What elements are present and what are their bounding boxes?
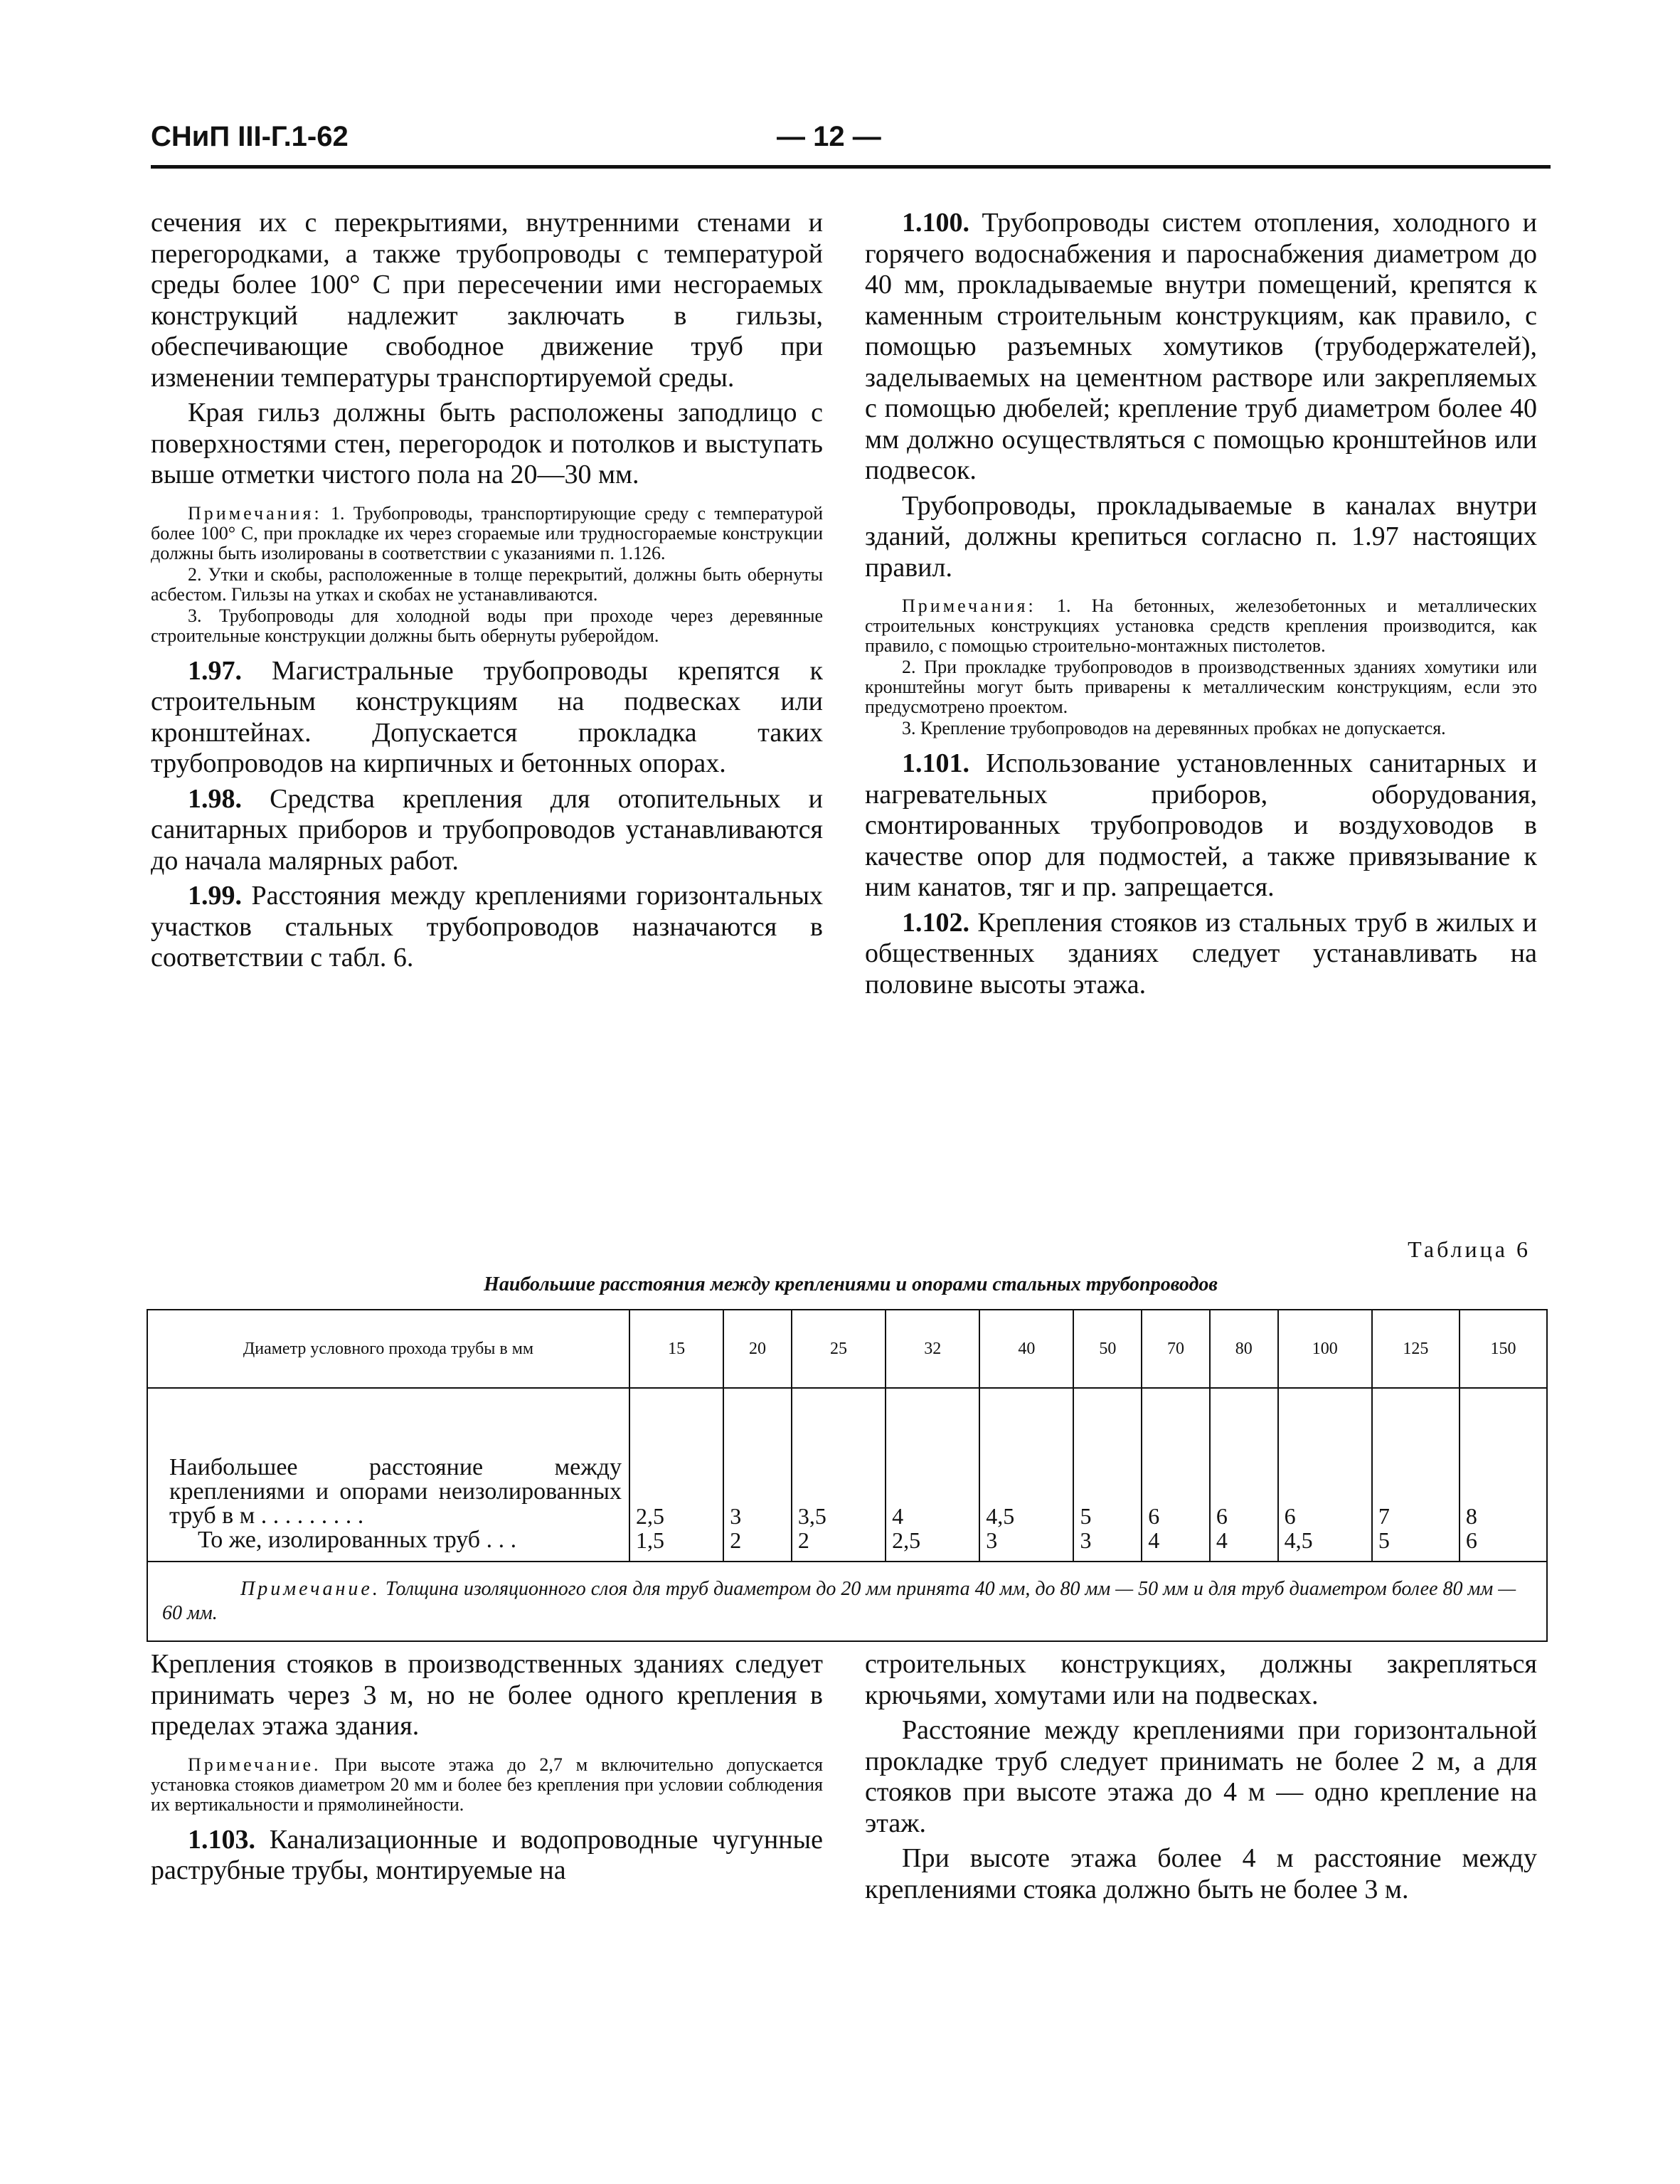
header-label-cell: Диаметр условного прохода трубы в мм	[147, 1310, 629, 1388]
diameter-header-cell: 15	[629, 1310, 723, 1388]
paragraph	[151, 784, 823, 877]
paragraph-text: Расстояние между креплениями при горизонтальной прокладке труб следует принимать не более 2 м, а для стояков при высоте этажа до 4 м — одно крепление на этаж.	[865, 1715, 1537, 1838]
paragraph	[151, 1825, 823, 1887]
table-note-row	[147, 1562, 1547, 1641]
row-label-uninsulated: Наибольшее расстояние между креплениями и опорами неизолированных труб в м . . . . . . . . .	[169, 1454, 622, 1529]
paragraph-text: 1. Трубопроводы, транспортирующие среду с температурой более 100° С, при прокладке их через сгораемые или трудносгораемые конструкции должны быть изолированы в соответствии с указаниями п. 1.126.	[151, 502, 823, 563]
uninsulated-value: 2,5	[636, 1503, 664, 1529]
insulated-value: 2,5	[892, 1527, 921, 1553]
diameter-header-cell: 40	[979, 1310, 1073, 1388]
clause-number: 1.98.	[188, 783, 242, 814]
paragraph-text: Канализационные и водопроводные чугунные раструбные трубы, монтируемые на	[151, 1824, 823, 1885]
paragraph-text: 3. Трубопроводы для холодной воды при проходе через деревянные строительные конструкции должны быть обернуты руберойдом.	[151, 605, 823, 646]
diameter-header-cell: 100	[1278, 1310, 1372, 1388]
page-number: — 12 —	[777, 121, 881, 152]
uninsulated-value: 3,5	[797, 1503, 826, 1529]
left-column-bottom	[151, 1649, 823, 1887]
value-cell	[1210, 1388, 1278, 1562]
table-data-row	[147, 1388, 1547, 1562]
paragraph	[151, 208, 823, 393]
row-label-cell	[147, 1388, 629, 1562]
paragraph	[865, 491, 1537, 584]
paragraph	[151, 656, 823, 780]
paragraph-text: При высоте этажа до 2,7 м включительно допускается установка стояков диаметром 20 мм и более без крепления при условии соблюдения их вертикальности и прямолинейности.	[151, 1754, 823, 1815]
note-paragraph	[865, 719, 1537, 738]
note-lead: Примечания:	[902, 595, 1036, 616]
paragraph-text: Использование установленных санитарных и нагревательных приборов, оборудования, смонтированных трубопроводов и воздуховодов в качестве опор для подмостей, а также привязывание к ним канатов, тяг и пр. запрещается.	[865, 748, 1537, 902]
right-column-top	[865, 208, 1537, 1000]
uninsulated-value: 8	[1465, 1503, 1477, 1529]
insulated-value: 5	[1378, 1527, 1390, 1553]
clause-number: 1.101.	[902, 748, 969, 778]
insulated-value: 1,5	[636, 1527, 664, 1553]
uninsulated-value: 6	[1148, 1503, 1160, 1529]
table-header-row	[147, 1310, 1547, 1388]
table-title: Наибольшие расстояния между креплениями и опорами стальных трубопроводов	[484, 1273, 1218, 1295]
insulated-value: 4	[1216, 1527, 1228, 1553]
note-paragraph	[151, 1755, 823, 1815]
insulated-value: 2	[797, 1527, 809, 1553]
uninsulated-value: 7	[1378, 1503, 1390, 1529]
paragraph-text: Трубопроводы систем отопления, холодного и горячего водоснабжения и пароснабжения диаметром до 40 мм, прокладываемые внутри помещений, крепятся к каменным строительным конструкциям, как правило, с помощью разъемных хомутиков (трубодержателей), заделываемых на цементном растворе или закрепляемых с помощью дюбелей; крепление труб диаметром более 40 мм должно осуществляться с помощью кронштейнов или подвесок.	[865, 208, 1537, 485]
paragraph-text: Края гильз должны быть расположены заподлицо с поверхностями стен, перегородок и потолков и выступать выше отметки чистого пола на 20—30 мм.	[151, 398, 823, 489]
uninsulated-value: 5	[1080, 1503, 1092, 1529]
insulated-value: 6	[1465, 1527, 1477, 1553]
paragraph	[151, 398, 823, 491]
uninsulated-value: 4	[892, 1503, 904, 1529]
value-cell	[1460, 1388, 1547, 1562]
paragraph-text: Трубопроводы, прокладываемые в каналах внутри зданий, должны крепиться согласно п. 1.97 настоящих правил.	[865, 490, 1537, 583]
value-cell	[886, 1388, 979, 1562]
diameter-header-cell: 20	[723, 1310, 792, 1388]
diameter-header-cell: 125	[1372, 1310, 1460, 1388]
insulated-value: 4	[1148, 1527, 1160, 1553]
insulated-value: 4,5	[1284, 1527, 1313, 1553]
diameter-header-cell: 80	[1210, 1310, 1278, 1388]
value-cell	[1142, 1388, 1210, 1562]
pipe-support-table	[147, 1309, 1548, 1642]
uninsulated-value: 4,5	[986, 1503, 1015, 1529]
left-column-top	[151, 208, 823, 974]
table-caption: Таблица 6	[1408, 1236, 1531, 1262]
diameter-header-cell: 70	[1142, 1310, 1210, 1388]
insulated-value: 2	[730, 1527, 742, 1553]
paragraph	[865, 1649, 1537, 1711]
diameter-header-cell: 50	[1073, 1310, 1142, 1388]
paragraph-text: 2. При прокладке трубопроводов в производственных зданиях хомутики или кронштейны могут быть приварены к металлическим конструкциям, если это предусмотрено проектом.	[865, 657, 1537, 717]
document-code: СНиП III-Г.1-62	[151, 121, 349, 152]
table-note-cell	[147, 1562, 1547, 1641]
clause-number: 1.97.	[188, 655, 242, 686]
paragraph-text: При высоте этажа более 4 м расстояние между креплениями стояка должно быть не более 3 м.	[865, 1843, 1537, 1904]
paragraph	[865, 908, 1537, 1001]
paragraph	[151, 881, 823, 974]
note-paragraph	[151, 565, 823, 605]
note-lead: Примечание.	[188, 1754, 321, 1775]
diameter-header-cell: 150	[1460, 1310, 1547, 1388]
paragraph-text: Крепления стояков в производственных зданиях следует принимать через 3 м, но не более одного крепления в пределах этажа здания.	[151, 1649, 823, 1741]
paragraph-text: Магистральные трубопроводы крепятся к строительным конструкциям на подвесках или кронштейнах. Допускается прокладка таких трубопроводов на кирпичных и бетонных опорах.	[151, 655, 823, 778]
uninsulated-value: 6	[1284, 1503, 1296, 1529]
clause-number: 1.103.	[188, 1824, 255, 1855]
paragraph-text: 1. На бетонных, железобетонных и металлических строительных конструкциях установка средств крепления производится, как правило, с помощью строительно-монтажных пистолетов.	[865, 595, 1537, 656]
row-label-insulated: То же, изолированных труб . . .	[198, 1527, 517, 1553]
insulated-value: 3	[986, 1527, 998, 1553]
paragraph-text: 2. Утки и скобы, расположенные в толще перекрытий, должны быть обернуты асбестом. Гильзы на утках и скобах не устанавливаются.	[151, 563, 823, 605]
paragraph	[151, 1649, 823, 1742]
note-paragraph	[865, 596, 1537, 656]
paragraph-text: Средства крепления для отопительных и санитарных приборов и трубопроводов устанавливаются до начала малярных работ.	[151, 783, 823, 876]
diameter-header-cell: 32	[886, 1310, 979, 1388]
clause-number: 1.102.	[902, 907, 969, 938]
value-cell	[629, 1388, 723, 1562]
paragraph	[865, 1715, 1537, 1839]
paragraph-text: строительных конструкциях, должны закрепляться крючьями, хомутами или на подвесках.	[865, 1649, 1537, 1710]
header-rule	[151, 165, 1551, 169]
paragraph	[865, 748, 1537, 903]
paragraph-text: Крепления стояков из стальных труб в жилых и общественных зданиях следует устанавливать на половине высоты этажа.	[865, 907, 1537, 1000]
value-cell	[979, 1388, 1073, 1562]
table-note-lead: Примечание.	[240, 1578, 381, 1600]
value-cell	[1372, 1388, 1460, 1562]
note-paragraph	[151, 606, 823, 646]
uninsulated-value: 3	[730, 1503, 742, 1529]
right-column-bottom	[865, 1649, 1537, 1905]
clause-number: 1.100.	[902, 208, 969, 238]
paragraph-text: сечения их с перекрытиями, внутренними стенами и перегородками, а также трубопроводы с температурой среды более 100° С при пересечении ими несгораемых конструкций надлежит заключать в гильзы, обеспечивающие свободное движение труб при изменении температуры транспортируемой среды.	[151, 208, 823, 393]
uninsulated-value: 6	[1216, 1503, 1228, 1529]
paragraph	[865, 1843, 1537, 1905]
paragraph-text: 3. Крепление трубопроводов на деревянных пробках не допускается.	[902, 718, 1446, 738]
value-cell	[723, 1388, 792, 1562]
paragraph	[865, 208, 1537, 487]
diameter-header-cell: 25	[792, 1310, 886, 1388]
insulated-value: 3	[1080, 1527, 1092, 1553]
page-header	[151, 121, 1551, 164]
note-paragraph	[151, 504, 823, 563]
clause-number: 1.99.	[188, 881, 242, 911]
note-paragraph	[865, 657, 1537, 717]
table-note-text: Толщина изоляционного слоя для труб диаметром до 20 мм принята 40 мм, до 80 мм — 50 мм и для труб диаметром более 80 мм — 60 мм.	[162, 1578, 1516, 1624]
value-cell	[792, 1388, 886, 1562]
value-cell	[1073, 1388, 1142, 1562]
value-cell	[1278, 1388, 1372, 1562]
note-lead: Примечания:	[188, 502, 322, 524]
paragraph-text: Расстояния между креплениями горизонтальных участков стальных трубопроводов назначаются в соответствии с табл. 6.	[151, 881, 823, 972]
